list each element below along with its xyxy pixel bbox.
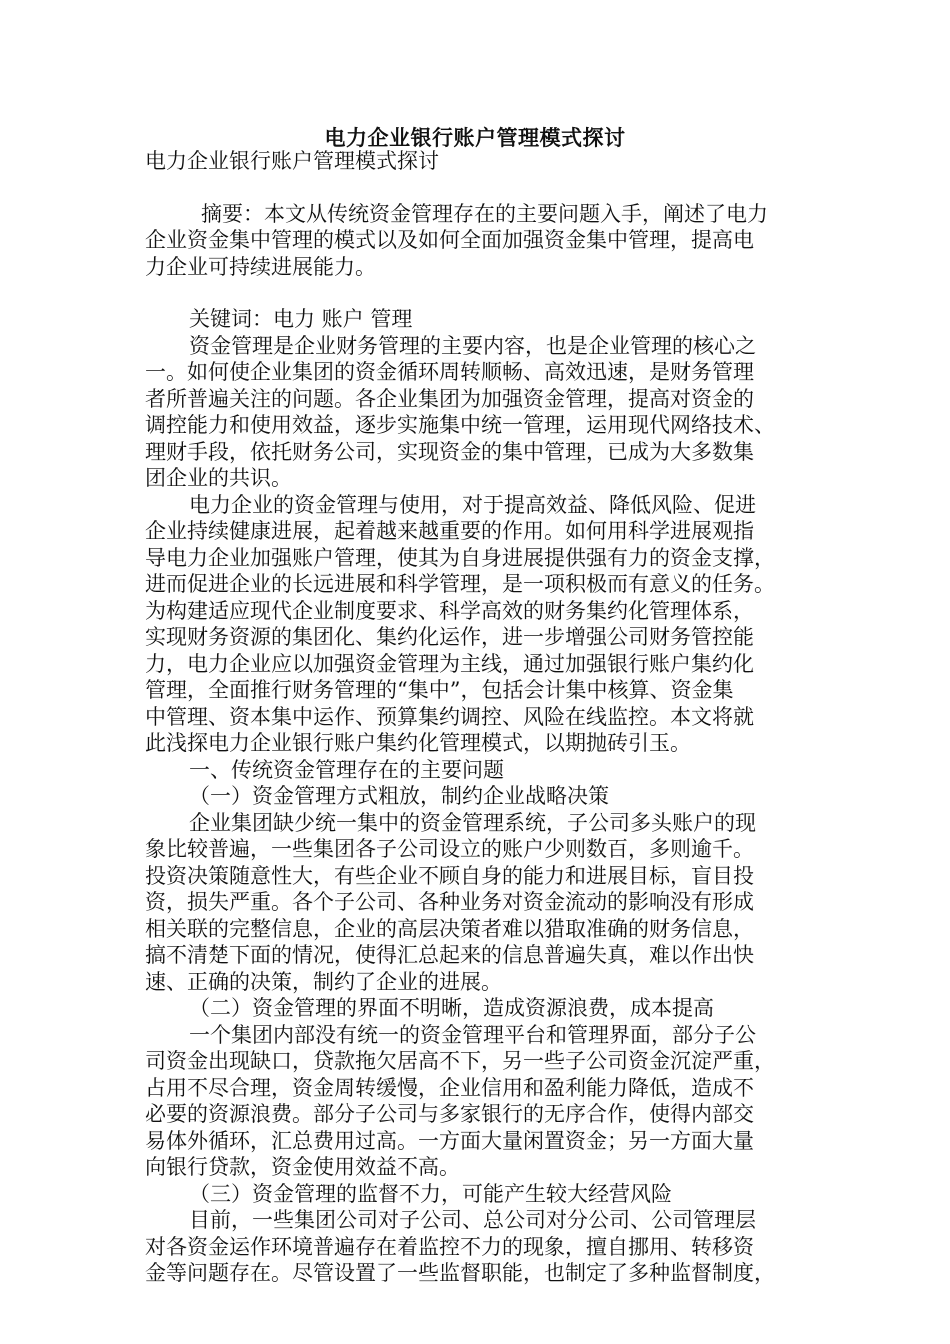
body-text-line: 一。如何使企业集团的资金循环周转顺畅、高效迅速，是财务管理 <box>145 360 754 384</box>
body-text-line: 投资决策随意性大，有些企业不顾自身的能力和进展目标，盲目投 <box>145 863 754 888</box>
body-text-line: 搞不清楚下面的情况，使得汇总起来的信息普遍失真，难以作出快 <box>145 943 754 967</box>
body-text-line: 理财手段，依托财务公司，实现资金的集中管理，已成为大多数集 <box>145 439 754 464</box>
keywords-line: 关键词：电力 账户 管理 <box>189 307 413 331</box>
document-subtitle: 电力企业银行账户管理模式探讨 <box>145 149 439 173</box>
body-text-line: 向银行贷款，资金使用效益不高。 <box>145 1155 460 1179</box>
body-text-line: 金等问题存在。尽管设置了一些监督职能，也制定了多种监督制度， <box>145 1261 775 1285</box>
body-text-line: 企业集团缺少统一集中的资金管理系统，子公司多头账户的现 <box>189 810 756 835</box>
body-text-line: 此浅探电力企业银行账户集约化管理模式，以期抛砖引玉。 <box>145 731 691 755</box>
body-text-line: 司资金出现缺口，贷款拖欠居高不下，另一些子公司资金沉淀严重， <box>145 1049 775 1073</box>
body-text-line: 力，电力企业应以加强资金管理为主线，通过加强银行账户集约化 <box>145 651 754 676</box>
body-text-line: 对各资金运作环境普遍存在着监控不力的现象，擅自挪用、转移资 <box>145 1234 754 1259</box>
body-text-line: 速、正确的决策，制约了企业的进展。 <box>145 969 502 994</box>
body-text-line: 导电力企业加强账户管理，使其为自身进展提供强有力的资金支撑， <box>145 545 775 570</box>
body-text-line: 占用不尽合理，资金周转缓慢，企业信用和盈利能力降低，造成不 <box>145 1075 754 1100</box>
body-text-line: 一个集团内部没有统一的资金管理平台和管理界面，部分子公 <box>189 1022 756 1047</box>
body-text-line: （二）资金管理的界面不明晰，造成资源浪费，成本提高 <box>189 996 714 1020</box>
abstract-line: 摘要：本文从传统资金管理存在的主要问题入手，阐述了电力 <box>201 201 768 226</box>
body-text-line: 进而促进企业的长远进展和科学管理，是一项积极而有意义的任务。 <box>145 572 775 596</box>
body-text-line: 中管理、资本集中运作、预算集约调控、风险在线监控。本文将就 <box>145 704 754 729</box>
abstract-line: 企业资金集中管理的模式以及如何全面加强资金集中管理，提高电 <box>145 228 754 252</box>
body-text-line: 目前，一些集团公司对子公司、总公司对分公司、公司管理层 <box>189 1208 756 1232</box>
body-text-line: 必要的资源浪费。部分子公司与多家银行的无序合作，使得内部交 <box>145 1102 754 1126</box>
body-text-line: 企业持续健康进展，起着越来越重要的作用。如何用科学进展观指 <box>145 519 754 543</box>
body-lines <box>145 333 807 1287</box>
document-title: 电力企业银行账户管理模式探讨 <box>324 125 626 150</box>
abstract-block <box>145 201 807 281</box>
body-text-line: 电力企业的资金管理与使用，对于提高效益、降低风险、促进 <box>189 492 756 517</box>
body-text-line: 资，损失严重。各个子公司、各种业务对资金流动的影响没有形成 <box>145 890 754 914</box>
body-text-line: （一）资金管理方式粗放，制约企业战略决策 <box>189 784 609 808</box>
abstract-line: 力企业可持续进展能力。 <box>145 254 376 279</box>
document-body <box>145 148 807 1287</box>
body-text-line: 一、传统资金管理存在的主要问题 <box>189 757 504 782</box>
body-text-line: 管理，全面推行财务管理的“集中”，包括会计集中核算、资金集 <box>145 678 734 702</box>
body-text-line: 为构建适应现代企业制度要求、科学高效的财务集约化管理体系， <box>145 598 754 623</box>
body-text-line: 团企业的共识。 <box>145 466 292 490</box>
body-text-line: 者所普遍关注的问题。各企业集团为加强资金管理，提高对资金的 <box>145 386 754 411</box>
body-text-line: 象比较普遍，一些集团各子公司设立的账户少则数百，多则逾千。 <box>145 837 754 861</box>
body-text-line: 实现财务资源的集团化、集约化运作，进一步增强公司财务管控能 <box>145 625 754 649</box>
body-text-line: 相关联的完整信息，企业的高层决策者难以猎取准确的财务信息， <box>145 916 754 941</box>
blank-line <box>145 280 807 306</box>
body-text-line: 资金管理是企业财务管理的主要内容，也是企业管理的核心之 <box>189 333 756 358</box>
body-text-line: （三）资金管理的监督不力，可能产生较大经营风险 <box>189 1181 672 1206</box>
blank-line <box>145 175 807 201</box>
body-text-line: 易体外循环，汇总费用过高。一方面大量闲置资金；另一方面大量 <box>145 1128 754 1153</box>
body-text-line: 调控能力和使用效益，逐步实施集中统一管理，运用现代网络技术、 <box>145 413 775 437</box>
